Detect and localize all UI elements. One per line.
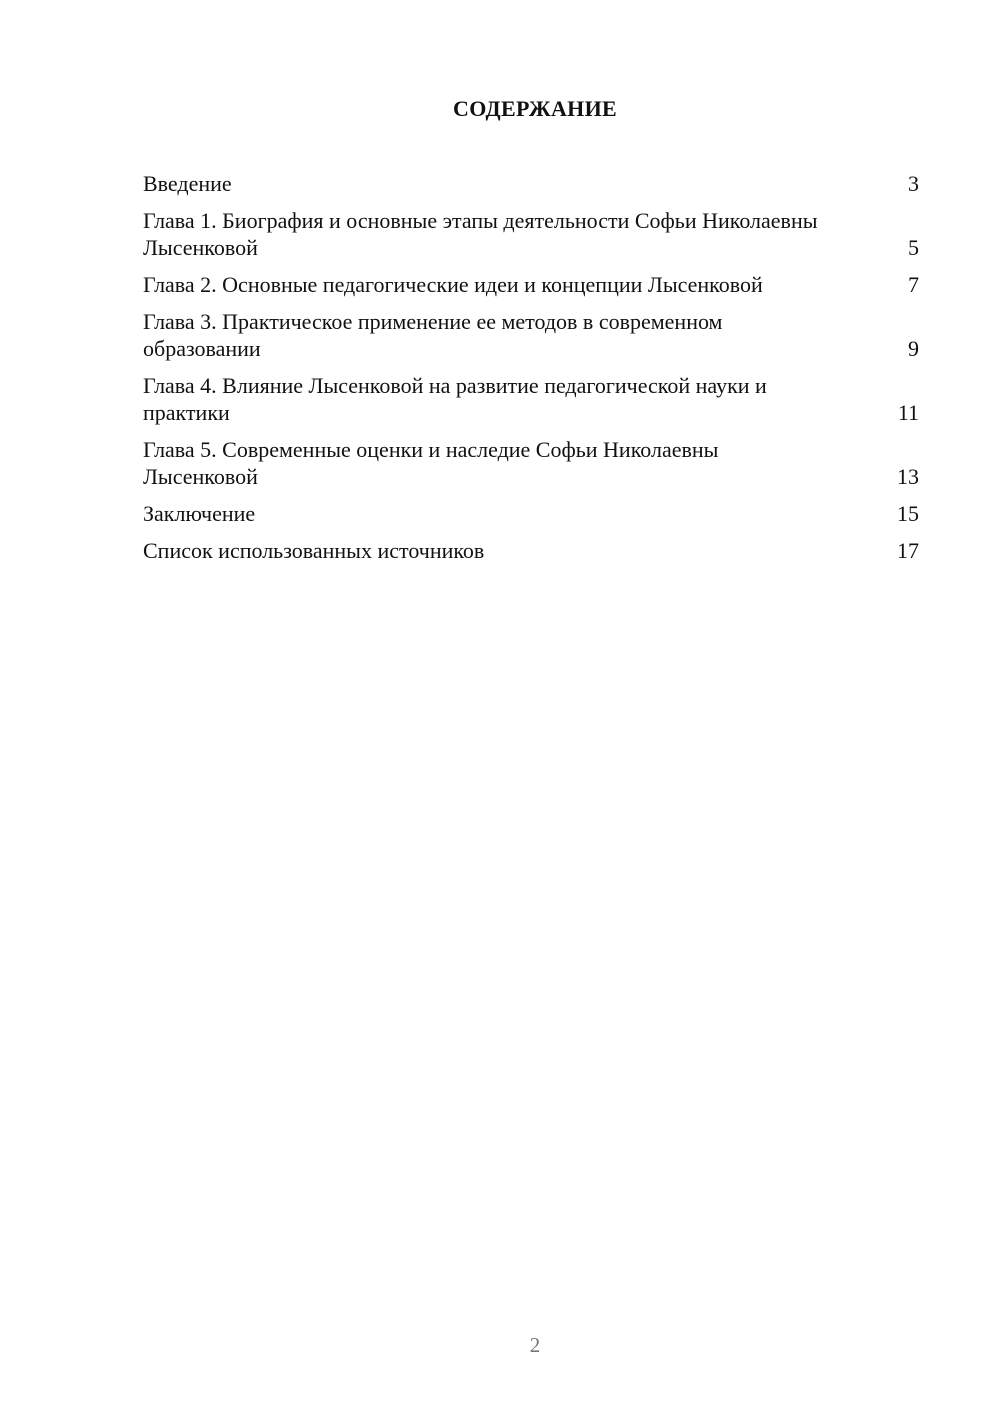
toc-entry-page-number: 7	[908, 272, 919, 297]
toc-entry-chapter-3	[143, 308, 919, 362]
toc-entry-introduction	[143, 170, 919, 197]
toc-entry-page-number: 15	[897, 501, 919, 526]
toc-entry-page-number: 11	[897, 400, 919, 425]
page-number: 2	[529, 1333, 541, 1357]
toc-entry-label: Глава 3. Практическое применение ее методов в современном образовании	[143, 309, 723, 361]
table-of-contents	[143, 170, 919, 574]
toc-entry-label: Глава 4. Влияние Лысенковой на развитие педагогической науки и практики	[143, 373, 767, 425]
toc-entry-conclusion	[143, 500, 919, 527]
toc-entry-chapter-1	[143, 207, 919, 261]
toc-entry-chapter-5	[143, 436, 919, 490]
toc-entry-label: Глава 1. Биография и основные этапы деятельности Софьи Николаевны Лысенковой	[143, 208, 818, 260]
toc-entry-page-number: 9	[908, 336, 919, 361]
toc-heading: СОДЕРЖАНИЕ	[453, 96, 617, 121]
toc-entry-chapter-4	[143, 372, 919, 426]
toc-entry-page-number: 13	[897, 464, 919, 489]
toc-entry-page-number: 17	[897, 538, 919, 563]
toc-entry-label: Список использованных источников	[143, 538, 485, 563]
toc-entry-references	[143, 537, 919, 564]
toc-entry-label: Глава 5. Современные оценки и наследие Софьи Николаевны Лысенковой	[143, 437, 719, 489]
toc-entry-label: Глава 2. Основные педагогические идеи и концепции Лысенковой	[143, 272, 763, 297]
toc-entry-page-number: 3	[908, 171, 919, 196]
toc-entry-label: Заключение	[143, 501, 256, 526]
toc-entry-label: Введение	[143, 171, 232, 196]
toc-entry-chapter-2	[143, 271, 919, 298]
toc-entry-page-number: 5	[908, 235, 919, 260]
